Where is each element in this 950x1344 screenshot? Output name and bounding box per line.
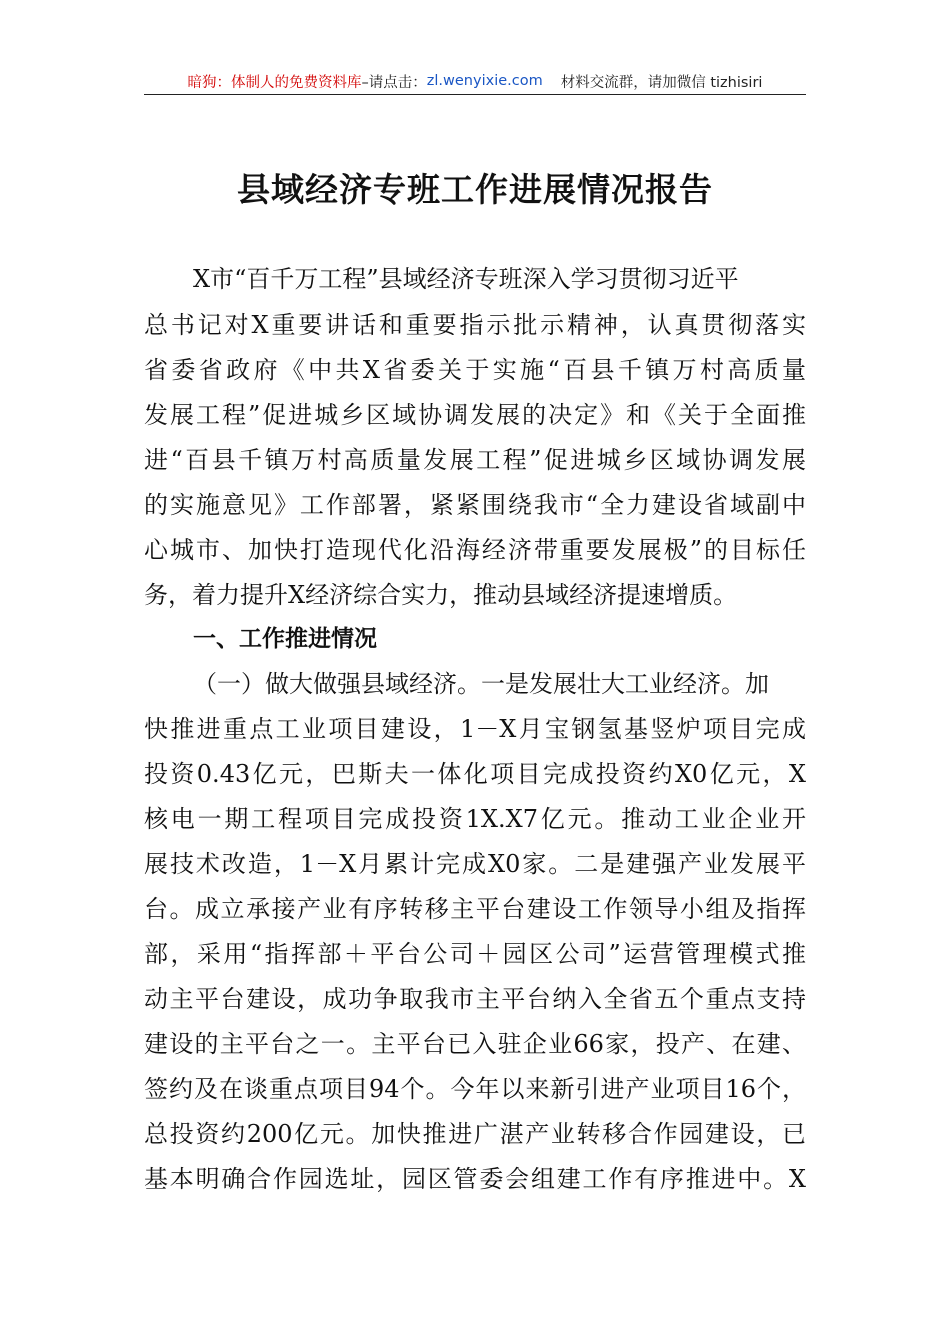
header-wechat-text: 材料交流群，请加微信 tizhisiri — [560, 74, 763, 91]
paragraph-line: 核电一期工程项目完成投资1X.X7亿元。推动工业企业开 — [144, 805, 806, 833]
paragraph-line: 投资0.43亿元，巴斯夫一体化项目完成投资约X0亿元，X — [144, 760, 806, 788]
paragraph-line: 部，采用“指挥部＋平台公司＋园区公司”运营管理模式推 — [144, 940, 806, 968]
paragraph-line: 台。成立承接产业有序转移主平台建设工作领导小组及指挥 — [144, 895, 806, 923]
paragraph-line: 务，着力提升X经济综合实力，推动县域经济提速增质。 — [144, 581, 738, 609]
paragraph-line: 快推进重点工业项目建设，1－X月宝钢氢基竖炉项目完成 — [144, 715, 806, 743]
paragraph-line: 省委省政府《中共X省委关于实施“百县千镇万村高质量 — [144, 356, 806, 384]
header-click-text: –请点击： — [361, 74, 427, 91]
paragraph-line: 发展工程”促进城乡区域协调发展的决定》和《关于全面推 — [144, 401, 806, 429]
paragraph-line: 心城市、加快打造现代化沿海经济带重要发展极”的目标任 — [144, 536, 806, 564]
paragraph-line: （一）做大做强县域经济。一是发展壮大工业经济。加 — [193, 670, 769, 698]
paragraph-line: 展技术改造，1－X月累计完成X0家。二是建强产业发展平 — [144, 850, 806, 878]
section-heading: 一、工作推进情况 — [193, 626, 377, 652]
watermark-header — [144, 68, 806, 95]
header-url-link[interactable]: zl.wenyixie.com — [426, 73, 543, 89]
paragraph-line: 建设的主平台之一。主平台已入驻企业66家，投产、在建、 — [144, 1030, 806, 1058]
paragraph-line: 的实施意见》工作部署，紧紧围绕我市“全力建设省域副中 — [144, 491, 806, 519]
paragraph-line: 总投资约200亿元。加快推进广湛产业转移合作园建设，已 — [144, 1120, 806, 1148]
document-title: 县域经济专班工作进展情况报告 — [237, 170, 713, 209]
paragraph-line: 签约及在谈重点项目94个。今年以来新引进产业项目16个， — [144, 1075, 806, 1103]
paragraph-line: 总书记对X重要讲话和重要指示批示精神，认真贯彻落实 — [144, 311, 806, 339]
paragraph-line: 基本明确合作园选址，园区管委会组建工作有序推进中。X — [144, 1165, 806, 1193]
paragraph-line: X市“百千万工程”县域经济专班深入学习贯彻习近平 — [193, 265, 739, 293]
paragraph-line: 动主平台建设，成功争取我市主平台纳入全省五个重点支持 — [144, 985, 806, 1013]
paragraph-line: 进“百县千镇万村高质量发展工程”促进城乡区域协调发展 — [144, 446, 806, 474]
header-site-name: 暗狗：体制人的免费资料库 — [187, 74, 362, 91]
